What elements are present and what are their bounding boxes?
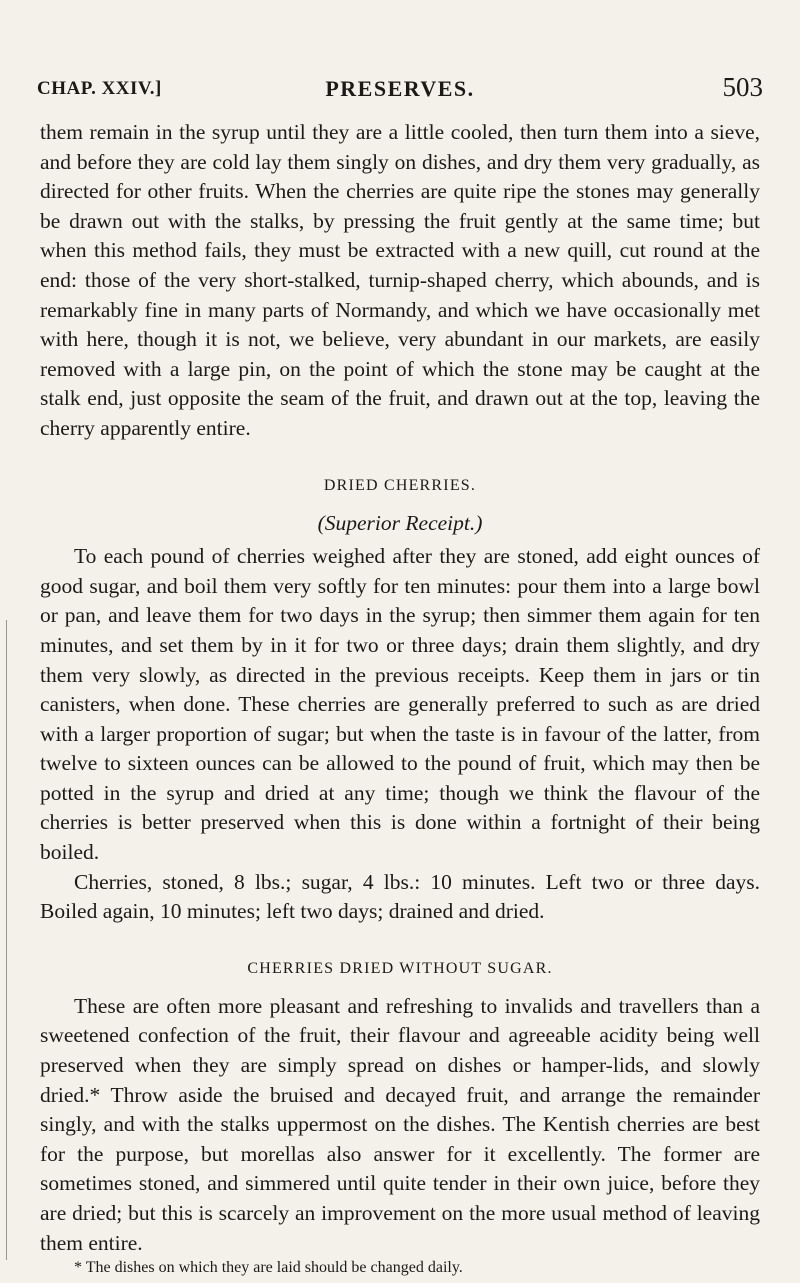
running-header — [37, 72, 763, 106]
footnote: * The dishes on which they are laid should be changed daily. — [74, 1259, 463, 1277]
paragraph-without-sugar: These are often more pleasant and refreshing to invalids and travellers than a sweetened confection of the fruit, their flavour and agreeable acidity being well preserved when they are simply spread on dishes or hamper-lids, and slowly dried.* Throw aside the bruised and decayed fruit, and arrange the remainder singly, and with the stalks uppermost on the dishes. The Kentish cherries are best for the purpose, but morellas also answer for it excellently. The former are sometimes stoned, and simmered until quite tender in their own juice, before they are dried; but this is scarcely an improvement on the more usual method of leaving them entire. — [40, 993, 760, 1255]
binding-edge-line — [6, 620, 7, 1260]
section-heading-dried-cherries: DRIED CHERRIES. — [323, 476, 477, 494]
paragraph-continued: them remain in the syrup until they are a little cooled, then turn them into a sieve, and before they are cold lay them singly on dishes, and dry them very gradually, as directed for other fruits. When the cherries are quite ripe the stones may generally be drawn out with the stalks, by pressing the fruit gently at the same time; but when this method fails, they must be extracted with a new quill, cut round at the end: those of the very short-stalked, turnip-shaped cherry, which abounds, and is remarkably fine in many parts of Normandy, and which we have occasionally met with here, though it is not, we believe, very abundant in our markets, are easily removed with a large pin, on the point of which the stone may be caught at the stalk end, just opposite the seam of the fruit, and drawn out at the top, leaving the cherry apparently entire. — [40, 120, 760, 440]
paragraph-summary: Cherries, stoned, 8 lbs.; sugar, 4 lbs.: 10 minutes. Left two or three days. Boiled again, 10 minutes; left two days; drained and dried. — [40, 869, 760, 924]
paragraph-recipe: To each pound of cherries weighed after they are stoned, add eight ounces of good sugar, and boil them very softly for ten minutes: pour them into a large bowl or pan, and leave them for two days in the syrup; then simmer them again for ten minutes, and set them by in it for two or three days; drain them slightly, and dry them very slowly, as directed in the previous receipts. Keep them in jars or tin canisters, when done. These cherries are generally preferred to such as are dried with a larger proportion of sugar; but when the taste is in favour of the latter, from twelve to sixteen ounces can be allowed to the pound of fruit, which may then be potted in the syrup and dried at any time; though we think the flavour of the cherries is better preserved when this is done within a fortnight of their being boiled. — [40, 544, 760, 865]
page-body — [40, 118, 760, 1278]
section-heading-without-sugar: CHERRIES DRIED WITHOUT SUGAR. — [247, 959, 553, 977]
chapter-label: CHAP. XXIV.] — [37, 78, 162, 99]
page-number: 503 — [722, 72, 763, 102]
page-title: PRESERVES. — [325, 76, 475, 101]
section-subheading: (Superior Receipt.) — [317, 510, 483, 535]
